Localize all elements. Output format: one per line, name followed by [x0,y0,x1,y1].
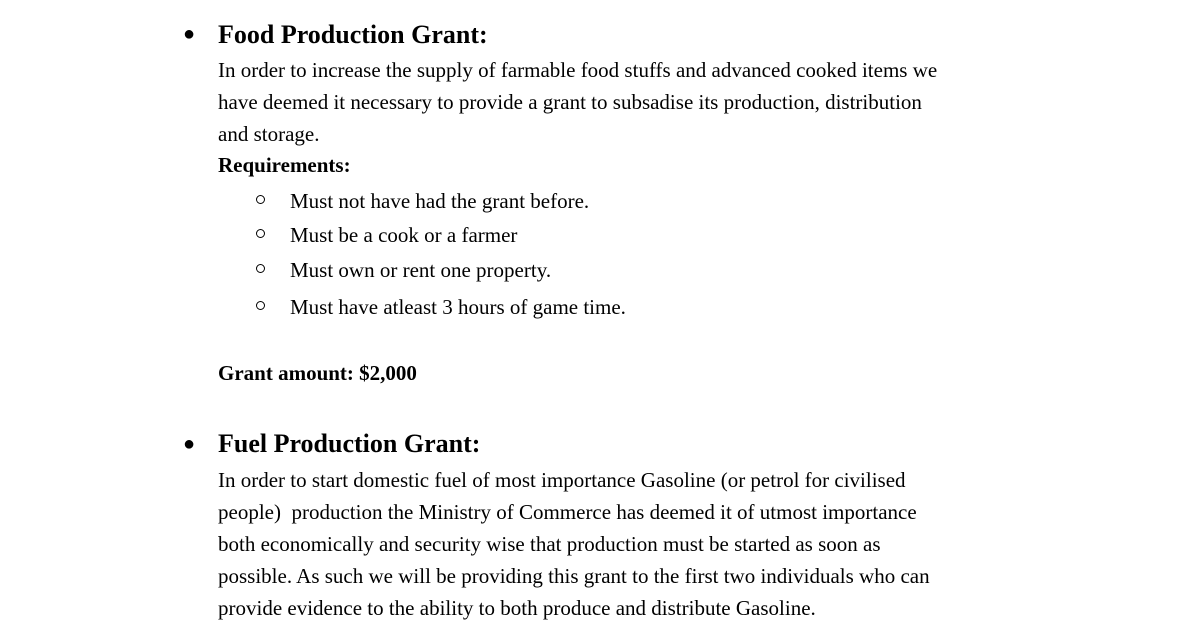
food-grant-paragraph-line: have deemed it necessary to provide a grant to subsadise its production, distribution [218,90,922,114]
fuel-grant-heading: Fuel Production Grant: [218,429,481,458]
grant-amount: Grant amount: $2,000 [218,361,417,385]
requirement-item [256,255,1056,285]
fuel-grant-paragraph-line: both economically and security wise that production must be started as soon as [218,532,881,556]
list-bullet-disc: ● [182,433,196,455]
food-grant-paragraph-line: and storage. [218,122,320,146]
fuel-grant-paragraph-line: possible. As such we will be providing this grant to the first two individuals who can [218,564,930,588]
fuel-grant-paragraph-line: people) production the Ministry of Commerce has deemed it of utmost importance [218,500,917,524]
requirement-item [256,292,1056,322]
fuel-grant-paragraph-line: provide evidence to the ability to both produce and distribute Gasoline. [218,596,816,620]
requirement-text: Must not have had the grant before. [290,189,590,213]
circle-bullet-icon [256,264,265,273]
fuel-grant-paragraph-line: In order to start domestic fuel of most importance Gasoline (or petrol for civilised [218,468,906,492]
circle-bullet-icon [256,195,265,204]
requirement-item [256,220,1056,250]
requirement-item [256,186,1056,216]
list-bullet-disc: ● [182,23,196,45]
circle-bullet-icon [256,229,265,238]
requirements-label: Requirements: [218,153,351,177]
food-grant-heading: Food Production Grant: [218,20,488,49]
requirement-text: Must own or rent one property. [290,258,552,282]
requirement-text: Must be a cook or a farmer [290,223,518,247]
circle-bullet-icon [256,301,265,310]
requirement-text: Must have atleast 3 hours of game time. [290,295,626,319]
food-grant-paragraph-line: In order to increase the supply of farmable food stuffs and advanced cooked items we [218,58,938,82]
